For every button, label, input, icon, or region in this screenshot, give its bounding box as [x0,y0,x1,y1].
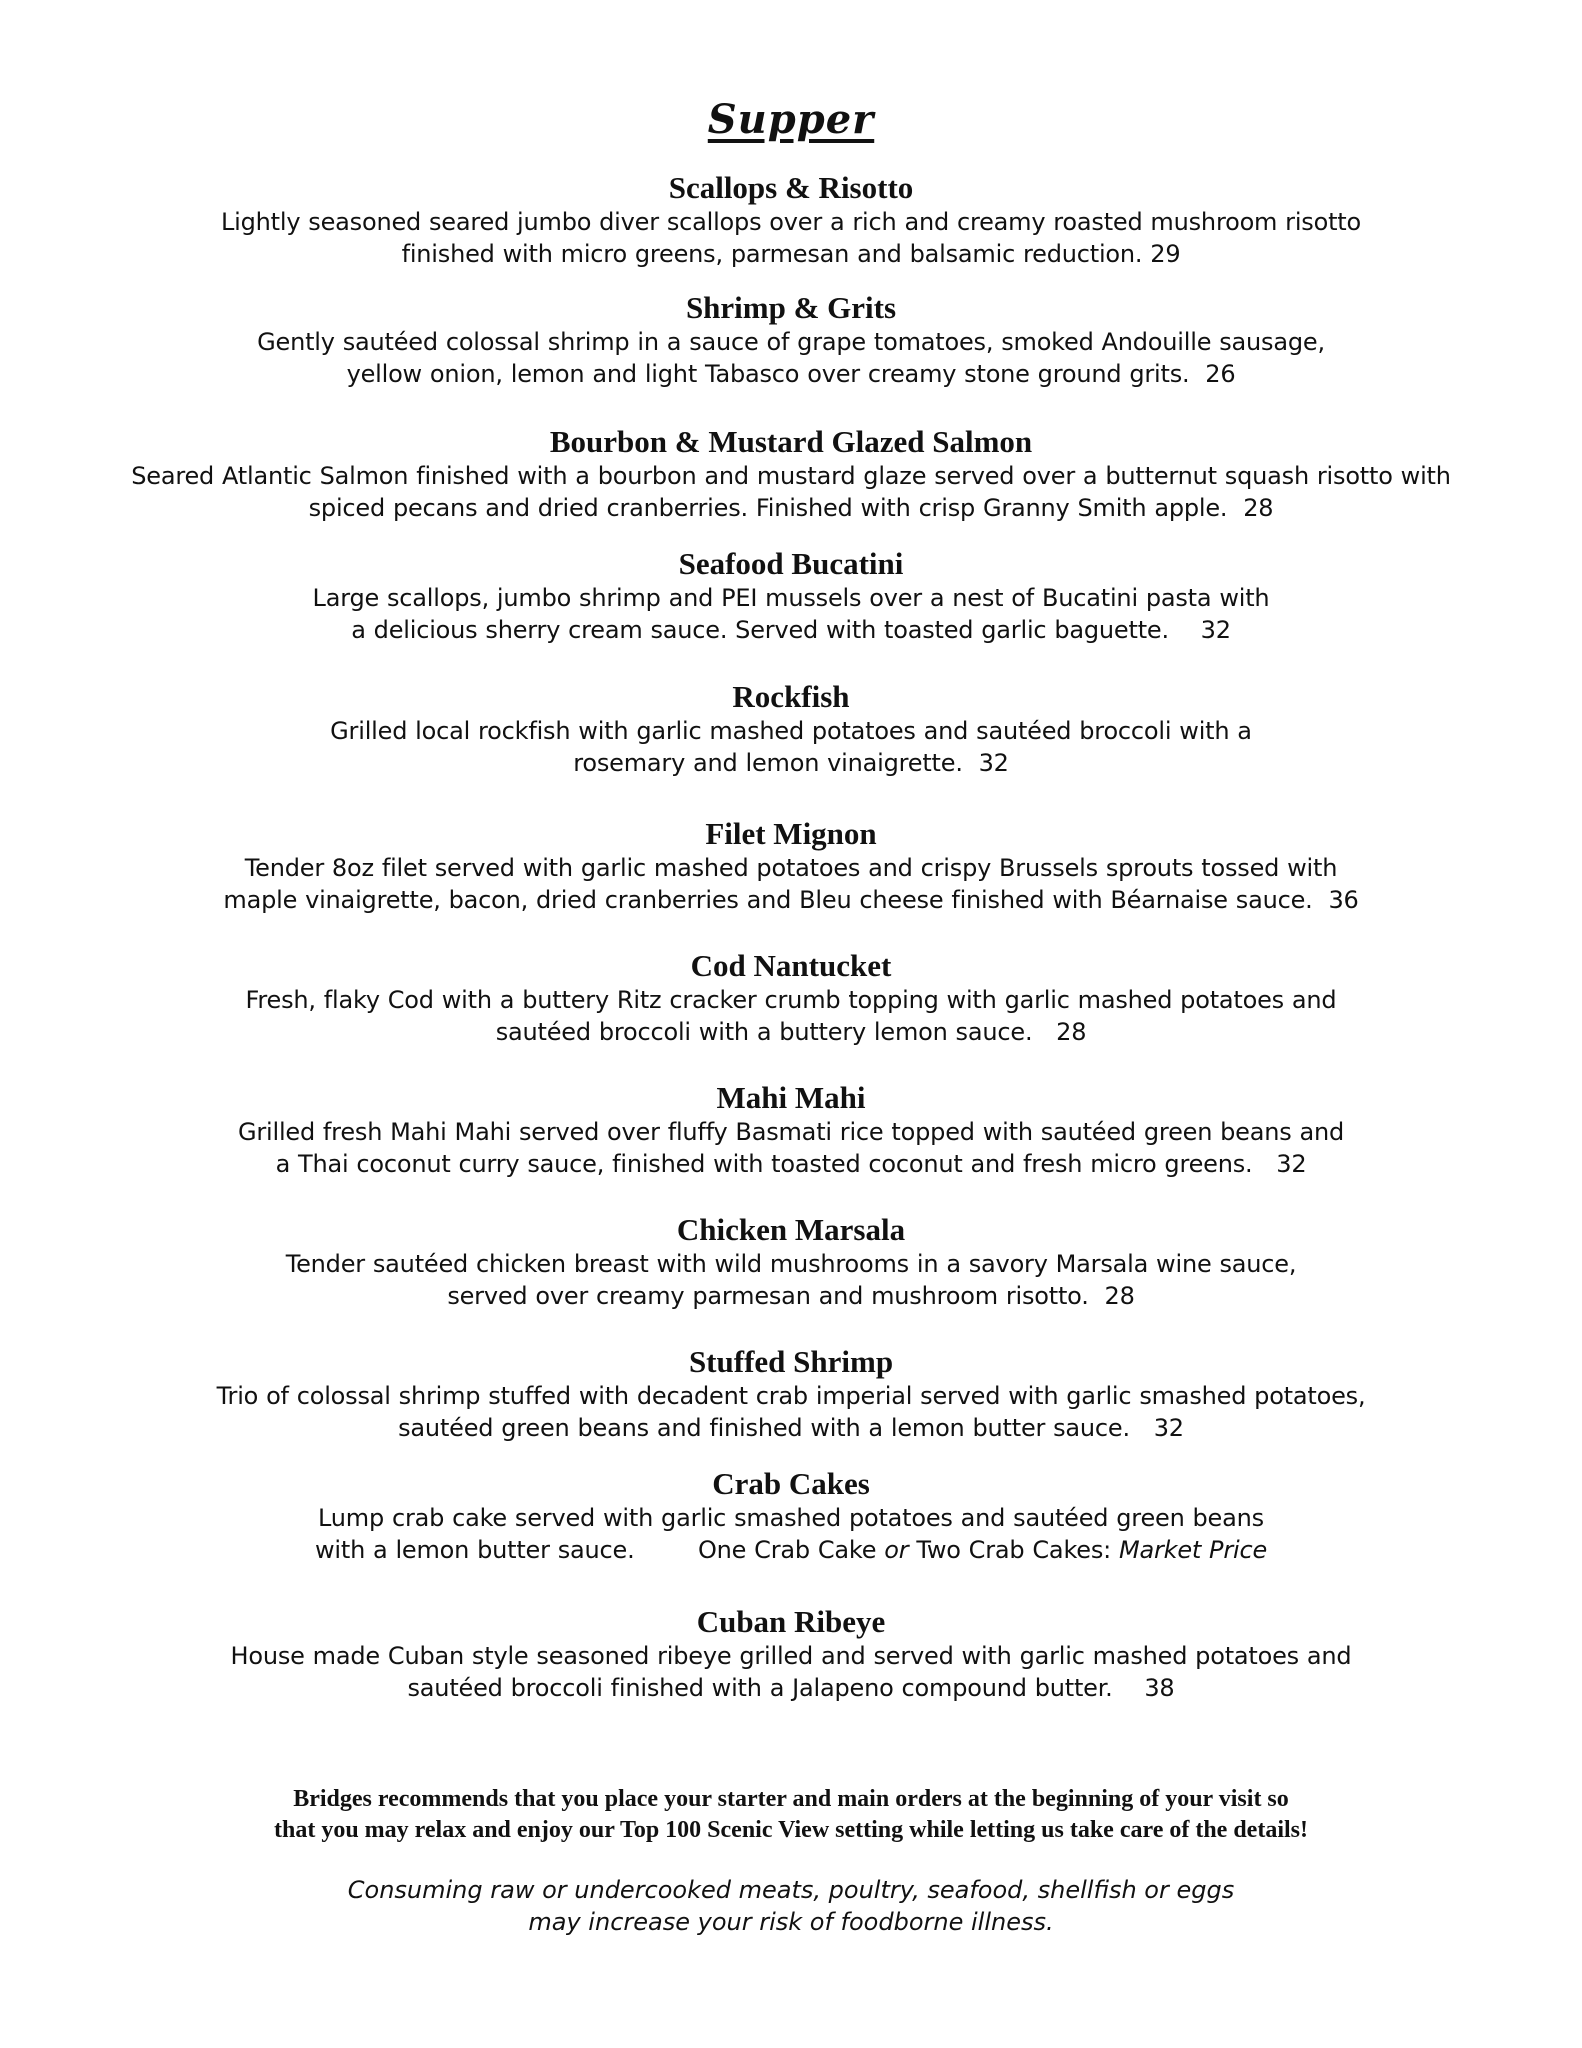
crab-cakes-line-prefix: with a lemon butter sauce. One Crab Cake [314,1536,885,1564]
item-name: Cod Nantucket [690,948,892,983]
item-description [0,1248,1582,1312]
crab-cakes-or: or [884,1536,909,1564]
description-line [0,1534,1582,1566]
menu-item [0,948,1582,1048]
item-description [0,1640,1582,1704]
item-description [0,1116,1582,1180]
item-description [0,326,1582,390]
menu-item [0,1344,1582,1444]
description-line: sautéed broccoli with a buttery lemon sauce. 28 [495,1018,1087,1046]
description-line: maple vinaigrette, bacon, dried cranberries and Bleu cheese finished with Béarnaise sauce. 36 [223,886,1359,914]
description-line: yellow onion, lemon and light Tabasco over creamy stone ground grits. 26 [346,360,1236,388]
item-description [0,852,1582,916]
item-name: Mahi Mahi [716,1080,866,1115]
warning-line: may increase your risk of foodborne illness. [528,1908,1054,1936]
ordering-note [0,1784,1582,1846]
item-name: Rockfish [732,679,850,714]
item-name: Chicken Marsala [676,1212,906,1247]
item-name: Crab Cakes [712,1466,870,1501]
menu-item [0,546,1582,646]
item-description [0,984,1582,1048]
item-description [0,715,1582,779]
note-line: Bridges recommends that you place your starter and main orders at the beginning of your visit so [293,1786,1289,1812]
item-name: Scallops & Risotto [668,170,914,205]
menu-item [0,1466,1582,1566]
note-line: that you may relax and enjoy our Top 100 Scenic View setting while letting us take care of the details! [274,1817,1308,1843]
description-line: House made Cuban style seasoned ribeye grilled and served with garlic mashed potatoes and [230,1642,1352,1670]
description-line: Grilled local rockfish with garlic mashed potatoes and sautéed broccoli with a [330,717,1252,745]
description-line: spiced pecans and dried cranberries. Finished with crisp Granny Smith apple. 28 [308,494,1274,522]
description-line: Large scallops, jumbo shrimp and PEI mussels over a nest of Bucatini pasta with [312,584,1270,612]
item-description [0,1502,1582,1566]
warning-line: Consuming raw or undercooked meats, poultry, seafood, shellfish or eggs [347,1876,1235,1904]
crab-cakes-price: Market Price [1118,1536,1268,1564]
description-line: sautéed broccoli finished with a Jalapeno compound butter. 38 [407,1674,1175,1702]
item-description [0,460,1582,524]
description-line: served over creamy parmesan and mushroom risotto. 28 [447,1282,1135,1310]
item-description [0,1380,1582,1444]
description-line: Tender 8oz filet served with garlic mashed potatoes and crispy Brussels sprouts tossed with [244,854,1338,882]
menu-item [0,816,1582,916]
item-name: Seafood Bucatini [678,546,904,581]
crab-cakes-line-mid: Two Crab Cakes: [908,1536,1119,1564]
item-name: Shrimp & Grits [685,290,897,325]
description-line: Lightly seasoned seared jumbo diver scallops over a rich and creamy roasted mushroom risotto [221,208,1361,236]
menu-item [0,170,1582,270]
description-line: Gently sautéed colossal shrimp in a sauce of grape tomatoes, smoked Andouille sausage, [257,328,1325,356]
description-line: finished with micro greens, parmesan and balsamic reduction. 29 [401,240,1181,268]
item-description [0,206,1582,270]
menu-item [0,424,1582,524]
menu-item [0,1212,1582,1312]
description-line: a delicious sherry cream sauce. Served with toasted garlic baguette. 32 [351,616,1231,644]
description-line: Trio of colossal shrimp stuffed with decadent crab imperial served with garlic smashed potatoes, [216,1382,1366,1410]
menu-item [0,679,1582,779]
item-name: Cuban Ribeye [696,1604,886,1639]
description-line: sautéed green beans and finished with a lemon butter sauce. 32 [398,1414,1184,1442]
description-line: Lump crab cake served with garlic smashed potatoes and sautéed green beans [318,1504,1264,1532]
description-line: Grilled fresh Mahi Mahi served over fluffy Basmati rice topped with sautéed green beans and [237,1118,1345,1146]
item-name: Filet Mignon [705,816,877,851]
menu-item [0,1604,1582,1704]
description-line: Fresh, flaky Cod with a buttery Ritz cracker crumb topping with garlic mashed potatoes and [245,986,1337,1014]
food-safety-warning [0,1874,1582,1938]
menu-item [0,1080,1582,1180]
description-line: a Thai coconut curry sauce, finished with toasted coconut and fresh micro greens. 32 [275,1150,1307,1178]
description-line: Seared Atlantic Salmon finished with a bourbon and mustard glaze served over a butternut squash risotto with [131,462,1451,490]
description-line: rosemary and lemon vinaigrette. 32 [573,749,1009,777]
menu-item [0,290,1582,390]
item-description [0,582,1582,646]
item-name: Bourbon & Mustard Glazed Salmon [549,424,1033,459]
description-line: Tender sautéed chicken breast with wild mushrooms in a savory Marsala wine sauce, [285,1250,1297,1278]
item-name: Stuffed Shrimp [688,1344,894,1379]
menu-title: Supper [707,96,875,143]
